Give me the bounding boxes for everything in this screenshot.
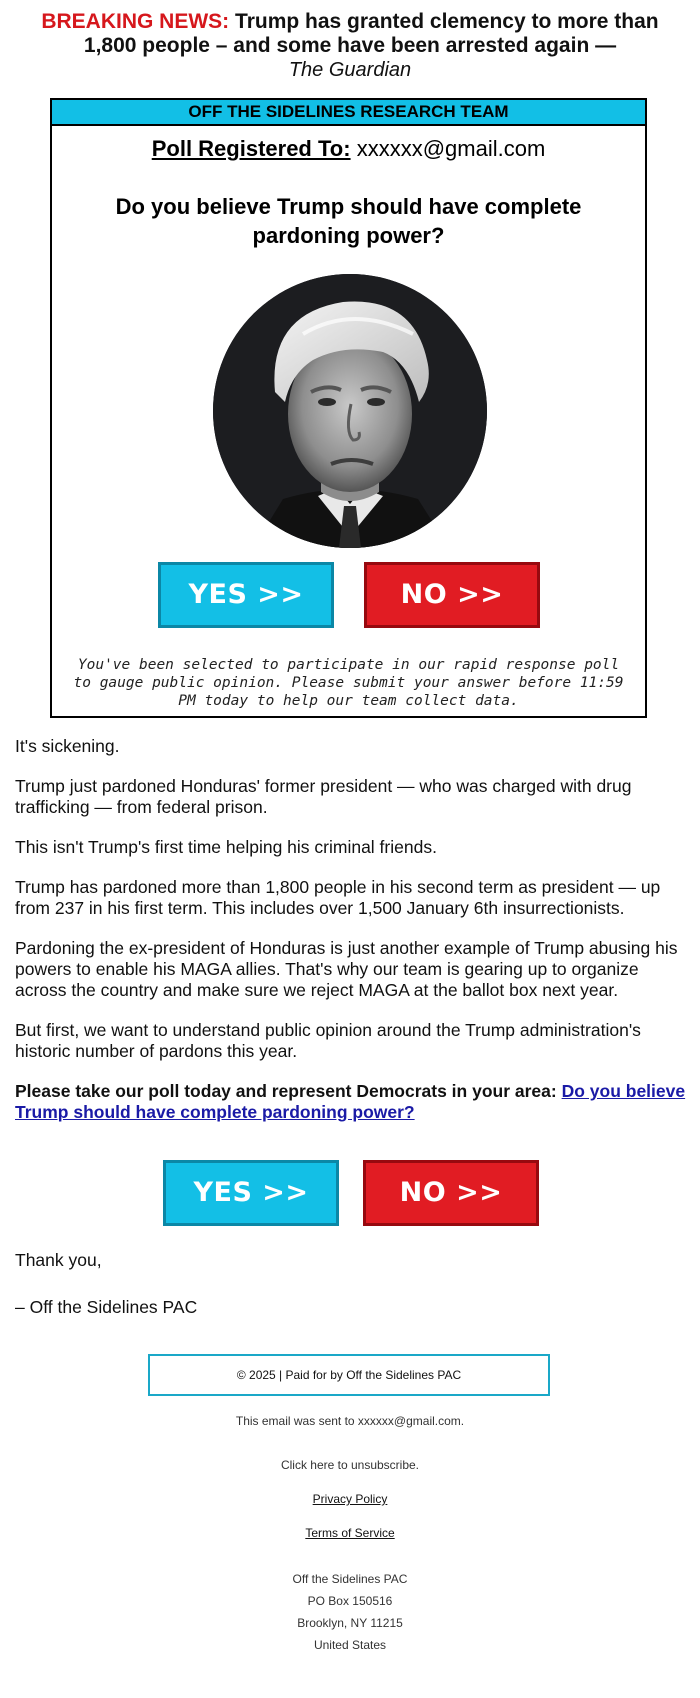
poll-registered-label: Poll Registered To: (151, 136, 351, 161)
body-yes-button[interactable]: YES >> (163, 1160, 339, 1226)
footer-address-line-3: Brooklyn, NY 11215 (297, 1616, 403, 1630)
email-body (15, 736, 687, 1142)
body-paragraph-6: But first, we want to understand public opinion around the Trump administration's historic number of pardons this year. (15, 1020, 641, 1061)
poll-disclaimer: You've been selected to participate in our rapid response poll to gauge public opinion. Please submit your answer before 11:59 PM today to help our team collect data. (73, 657, 624, 709)
poll-box (50, 98, 647, 718)
body-paragraph-2: Trump just pardoned Honduras' former president — who was charged with drug trafficking — from federal prison. (15, 776, 632, 817)
footer-terms-row (0, 1526, 700, 1540)
body-paragraph-1: It's sickening. (15, 736, 120, 756)
email-signoff (15, 1250, 687, 1344)
body-paragraph-4: Trump has pardoned more than 1,800 people in his second term as president — up from 237 in his first term. This includes over 1,500 January 6th insurrectionists. (15, 877, 661, 918)
headline-source: The Guardian (288, 59, 412, 81)
terms-of-service-link[interactable]: Terms of Service (305, 1526, 395, 1540)
footer-address-line-4: United States (313, 1638, 387, 1652)
breaking-news-label: BREAKING NEWS: (41, 10, 230, 33)
poll-no-button[interactable]: NO >> (364, 562, 540, 628)
cta-poll-link[interactable]: Do you believe Trump should have complete pardoning power? (15, 1081, 686, 1122)
footer-address-line-2: PO Box 150516 (307, 1594, 393, 1608)
footer-unsubscribe-link[interactable]: Click here to unsubscribe. (280, 1458, 420, 1472)
poll-yes-button[interactable]: YES >> (158, 562, 334, 628)
body-cta-paragraph (15, 1081, 687, 1123)
headline-text: Trump has granted clemency to more than 1,800 people – and some have been arrested again — (83, 10, 659, 57)
portrait-illustration (213, 274, 487, 548)
poll-question[interactable]: Do you believe Trump should have complete pardoning power? (115, 194, 582, 248)
body-paragraph-3: This isn't Trump's first time helping his criminal friends. (15, 837, 437, 857)
body-paragraph-5: Pardoning the ex-president of Honduras is just another example of Trump abusing his powers to enable his MAGA allies. That's why our team is gearing up to organize across the country and make sure we reject MAGA at the ballot box next year. (15, 938, 678, 1000)
footer-privacy-row (0, 1492, 700, 1506)
signoff-thanks: Thank you, (15, 1250, 102, 1270)
poll-box-header: OFF THE SIDELINES RESEARCH TEAM (52, 100, 645, 126)
poll-registered-email: xxxxxx@gmail.com (356, 136, 546, 161)
breaking-news-headline (14, 10, 686, 82)
poll-registration (52, 136, 645, 162)
footer-address-line-1: Off the Sidelines PAC (292, 1572, 408, 1586)
privacy-policy-link[interactable]: Privacy Policy (312, 1492, 388, 1506)
cta-text: Please take our poll today and represent Democrats in your area: (15, 1081, 557, 1101)
trump-portrait-image[interactable] (213, 274, 487, 548)
paid-for-disclaimer-box: © 2025 | Paid for by Off the Sidelines PAC (148, 1354, 550, 1396)
footer-sent-to: This email was sent to xxxxxx@gmail.com. (235, 1414, 465, 1428)
body-no-button[interactable]: NO >> (363, 1160, 539, 1226)
signoff-signature: – Off the Sidelines PAC (15, 1297, 198, 1317)
